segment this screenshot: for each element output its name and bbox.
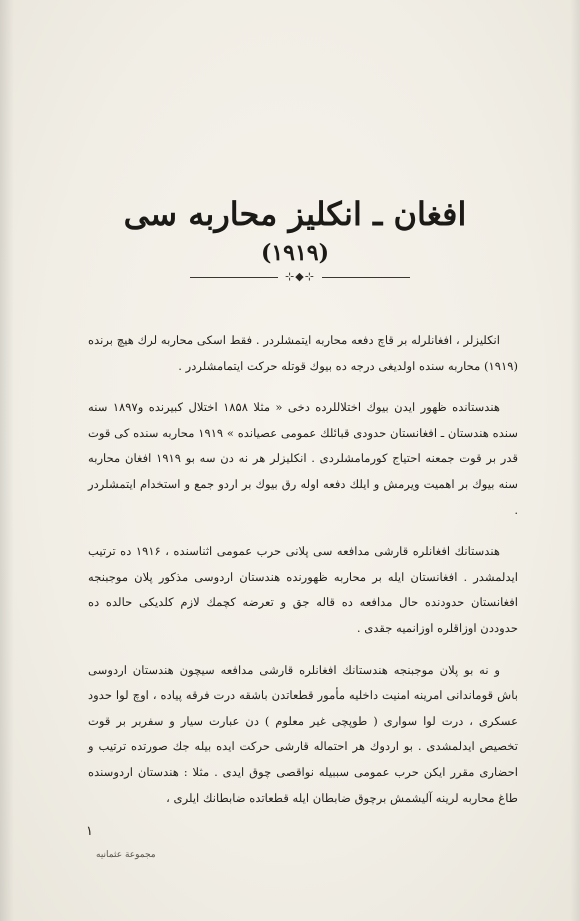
- paragraph-3: هندستانك افغانلره قارشى مدافعه سى پلانى حرب عمومى اثناسنده ، ۱۹۱۶ ده ترتيب ايدلمشدر . افغانستان ايله بر محاربه ظهورنده هندستان اردوسى مذكور پلان موجبنجه افغانستان حدودنده حال مدافعه ده قاله جق و تعرضه كچمك لازم كلديكى حالده ده حدوددن اوزاقلره اوزانميه جقدى .: [88, 544, 518, 635]
- title-year: (۱۹۱۹): [260, 240, 330, 266]
- footer-note: مجموعة عثمانيه: [96, 850, 156, 860]
- ornament-line-left: [190, 277, 278, 278]
- page-title: افغان ـ انكليز محاربه سى: [123, 195, 467, 233]
- body-text: [88, 328, 518, 827]
- paragraph-4: و نه بو پلان موجبنجه هندستانك افغانلره قارشى مدافعه سيچون هندستان اردوسى باش قوماندانى امرينه امنيت داخليه مأمور قطعاتدن باشقه درت فرقه پياده ، اوچ لوا حدود عسكرى ، درت لوا سوارى ( طوپچى غير معلوم ) دن عبارت سيار و سفربر بر قوت تخصيص ايدلمشدى . بو اردوك هر احتماله قارشى حركت ايده بيله جك صورتده ترتيب و احضارى مقرر ايكن حرب عمومى سببيله نواقصى چوق ايدى . مثلا : هندستان اردوسنده طاغ محاربه لرينه آليشمش برچوق ضابطان ايله قطعاتده ضابطانك ايلرى ،: [88, 662, 518, 805]
- paragraph-2: هندستانده ظهور ايدن بيوك اختلاللرده دخى « مثلا ۱۸۵۸ اختلال كبيرنده و۱۸۹۷ سنه سنده هندستان ـ افغانستان حدودى قبائلك عمومى عصيانده » ۱۹۱۹ محاربه سنده كى قوت قدر بر قوت جمعنه احتياج كورمامشلردى . انكليزلر هر نه دن سه بو ۱۹۱۹ افغان محاربه سنه بيوك بر اهميت ويرمش و ايلك دفعه اوله رق بيوك بر اردو جمع و استخدام ايتمشلردر .: [88, 400, 518, 517]
- page-number: ۱: [86, 824, 93, 839]
- ornament-line-right: [322, 277, 410, 278]
- ornament-center: ⊹◆⊹: [285, 270, 315, 283]
- paragraph-1: انكليزلر ، افغانلرله بر قاچ دفعه محاربه ايتمشلردر . فقط اسكى محاربه لرك هيچ برنده (۱۹۱۹) محاربه سنده اولديغى درجه ده بيوك قوتله حركت ايتمامشلردر .: [88, 333, 518, 373]
- title-ornament: [190, 271, 410, 285]
- page-edge-right: [570, 0, 580, 921]
- page-edge-shadow: [0, 0, 14, 921]
